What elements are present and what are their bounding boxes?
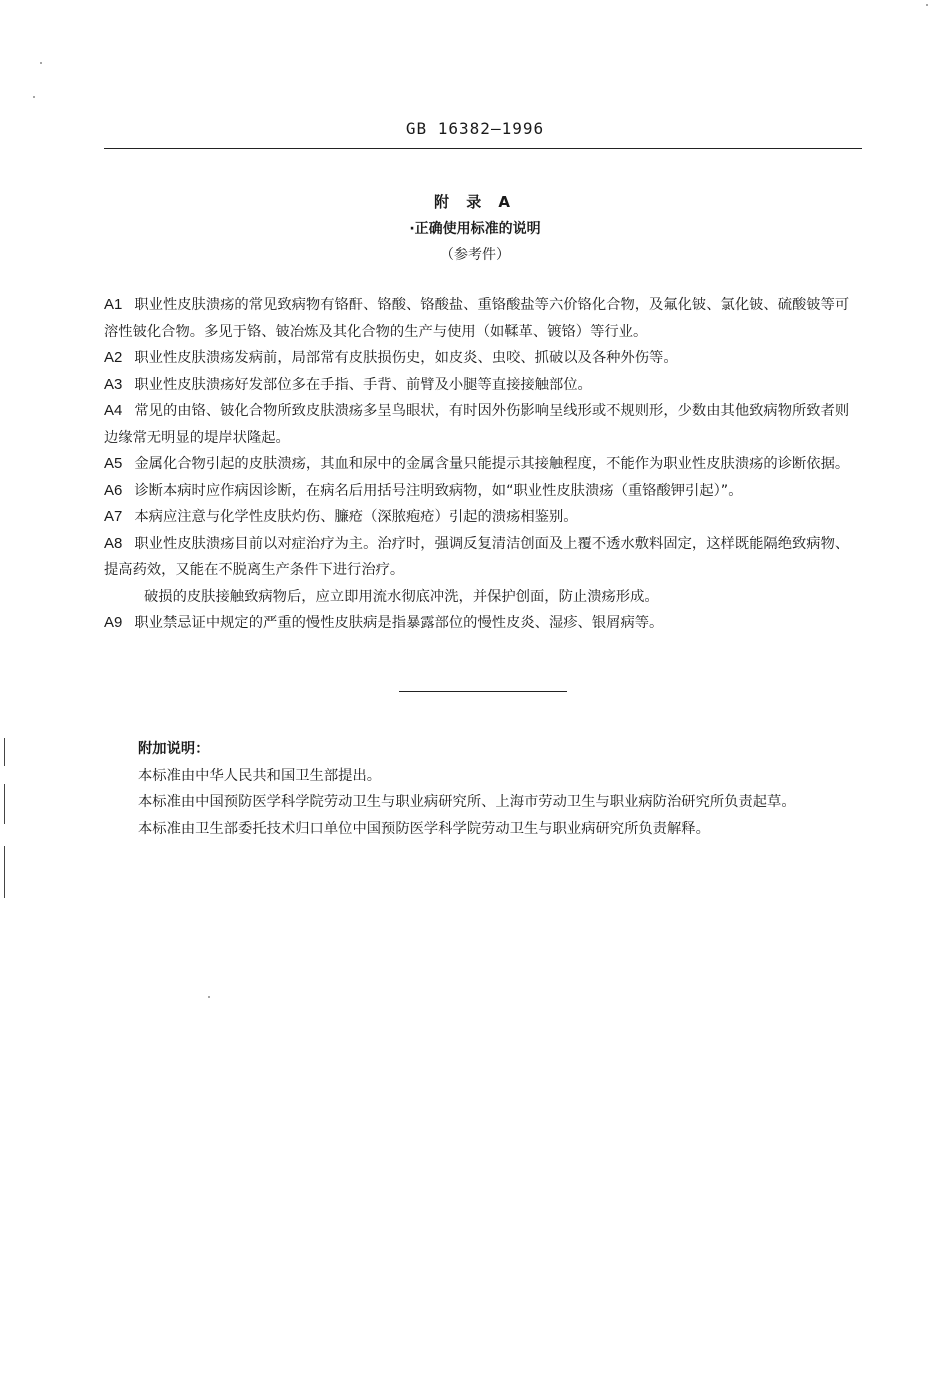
supplementary-line: 本标准由卫生部委托技术归口单位中国预防医学科学院劳动卫生与职业病研究所负责解释。 [138, 820, 710, 837]
item-text: 职业性皮肤溃疡的常见致病物有铬酐、铬酸、铬酸盐、重铬酸盐等六价铬化合物，及氟化铍、氯化铍、硫酸铍等可溶性铍化合物。多见于铬、铍冶炼及其化合物的生产与使用（如鞣革、镀铬）等行业。 [104, 297, 850, 340]
item-number: A9 [104, 614, 123, 631]
appendix-subtitle: ·正确使用标准的说明 [409, 221, 541, 237]
item-a4 [104, 398, 862, 451]
item-text: 常见的由铬、铍化合物所致皮肤溃疡多呈鸟眼状，有时因外伤影响呈线形或不规则形，少数由其他致病物所致者则边缘常无明显的堤岸状隆起。 [104, 403, 850, 446]
appendix-items [104, 292, 862, 637]
item-number: A5 [104, 455, 123, 472]
item-number: A6 [104, 481, 123, 499]
item-text: 本病应注意与化学性皮肤灼伤、臁疮（深脓疱疮）引起的溃疡相鉴别。 [134, 509, 578, 525]
item-number: A8 [104, 534, 123, 552]
scan-speck [926, 4, 928, 6]
supplementary-notes [104, 736, 862, 842]
item-a6 [104, 478, 862, 505]
item-number: A3 [104, 375, 123, 393]
item-number: A4 [104, 402, 123, 419]
item-a7 [104, 504, 862, 531]
margin-change-bar [4, 738, 5, 766]
item-text: 金属化合物引起的皮肤溃疡，其血和尿中的金属含量只能提示其接触程度，不能作为职业性皮肤溃疡的诊断依据。 [134, 456, 850, 472]
standard-code-header: GB 16382—1996 [405, 119, 545, 138]
margin-change-bar [4, 784, 5, 824]
item-number: A1 [104, 296, 123, 313]
item-text: 诊断本病时应作病因诊断，在病名后用括号注明致病物，如“职业性皮肤溃疡（重铬酸钾引起）”。 [134, 482, 743, 499]
item-a3 [104, 372, 862, 399]
item-text: 职业禁忌证中规定的严重的慢性皮肤病是指暴露部位的慢性皮炎、湿疹、银屑病等。 [134, 615, 664, 631]
item-a2 [104, 345, 862, 372]
section-end-divider [399, 691, 567, 692]
supplementary-title: 附加说明： [138, 741, 210, 757]
appendix-title: 附 录 A [433, 193, 517, 211]
supplementary-line: 本标准由中华人民共和国卫生部提出。 [138, 767, 382, 784]
item-text: 职业性皮肤溃疡好发部位多在手指、手背、前臂及小腿等直接接触部位。 [134, 376, 592, 393]
header-divider [104, 148, 862, 149]
scan-speck [33, 96, 35, 98]
scan-speck [208, 996, 210, 998]
supplementary-line: 本标准由中国预防医学科学院劳动卫生与职业病研究所、上海市劳动卫生与职业病防治研究所负责起草。 [138, 794, 796, 810]
margin-change-bar [4, 846, 5, 898]
item-number: A2 [104, 349, 123, 366]
item-a5 [104, 451, 862, 478]
appendix-note: （参考件） [440, 247, 510, 263]
item-text: 职业性皮肤溃疡发病前，局部常有皮肤损伤史，如皮炎、虫咬、抓破以及各种外伤等。 [134, 350, 678, 366]
item-a9 [104, 610, 862, 637]
item-a8 [104, 531, 862, 584]
item-a8-continuation: 破损的皮肤接触致病物后，应立即用流水彻底冲洗，并保护创面，防止溃疡形成。 [144, 588, 659, 605]
item-number: A7 [104, 508, 123, 525]
scan-speck [40, 62, 42, 64]
item-a1 [104, 292, 862, 345]
item-text: 职业性皮肤溃疡目前以对症治疗为主。治疗时，强调反复清洁创面及上覆不透水敷料固定，这样既能隔绝致病物、提高药效，又能在不脱离生产条件下进行治疗。 [104, 535, 850, 578]
